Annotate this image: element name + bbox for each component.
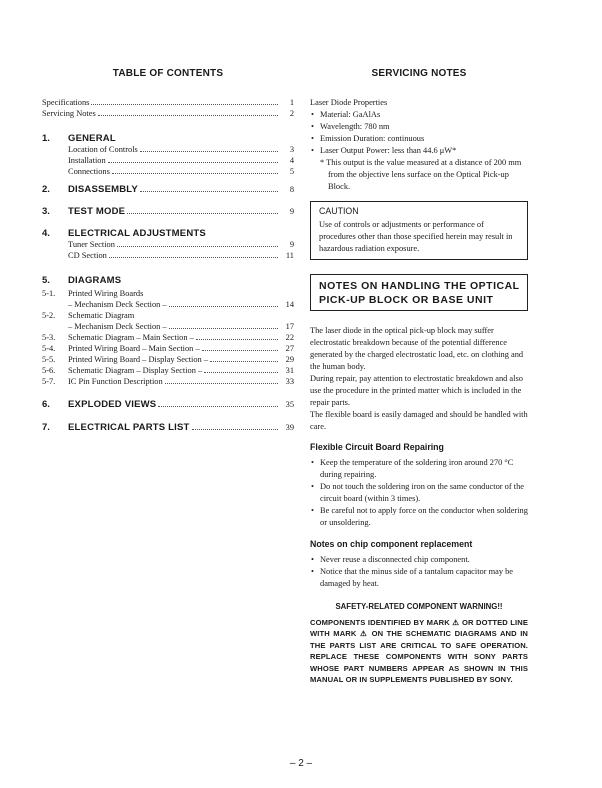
- toc-heading: TABLE OF CONTENTS: [112, 68, 224, 79]
- handling-notes-title-line1: NOTES ON HANDLING THE OPTICAL: [319, 280, 520, 292]
- list-item: • Laser Output Power: less than 44.6 μW*: [310, 145, 528, 157]
- toc-entry[interactable]: Servicing Notes 2: [42, 109, 294, 118]
- servicing-heading: SERVICING NOTES: [371, 68, 467, 79]
- list-item: • Material: GaAlAs: [310, 109, 528, 121]
- toc-entry[interactable]: Location of Controls 3: [68, 145, 294, 154]
- toc-section-electrical: 4. ELECTRICAL ADJUSTMENTS: [42, 228, 206, 239]
- safety-warning-text: COMPONENTS IDENTIFIED BY MARK ⚠ OR DOTTED LINE WITH MARK ⚠ ON THE SCHEMATIC DIAGRAMS AND IN THE PARTS LIST ARE CRITICAL TO SAFE OPERATION. REPLACE THESE COMPONENTS WITH SONY PARTS WHOSE PART NUMBERS APPEAR AS SHOWN IN THIS MANUAL OR IN SUPPLEMENTS PUBLISHED BY SONY.: [310, 618, 528, 685]
- chip-notes-title: Notes on chip component replacement: [310, 539, 473, 549]
- flex-board-list: [310, 457, 528, 529]
- toc-section-parts-list[interactable]: 7. ELECTRICAL PARTS LIST 39: [42, 422, 294, 433]
- laser-properties-list: [310, 109, 528, 157]
- laser-properties-title: Laser Diode Properties: [310, 98, 388, 107]
- handling-paragraph: The laser diode in the optical pick-up block may suffer electrostatic breakdown because of the potential difference generated by the charged electrostatic load, etc. on clothing and the human body.: [310, 326, 524, 371]
- toc-entry[interactable]: 5-7. IC Pin Function Description 33: [42, 377, 294, 386]
- toc-top-list: [42, 97, 294, 119]
- toc-entry[interactable]: Specifications 1: [42, 98, 294, 107]
- handling-notes-title-line2: PICK-UP BLOCK OR BASE UNIT: [319, 294, 494, 306]
- handling-paragraph: During repair, pay attention to electrostatic breakdown and also use the procedure in the printed matter which is included in the repair parts.: [310, 374, 523, 407]
- caution-title: CAUTION: [319, 206, 359, 216]
- handling-paragraph: The flexible board is easily damaged and should be handled with care.: [310, 410, 528, 431]
- toc-entry[interactable]: 5-5. Printed Wiring Board – Display Section – 29: [42, 355, 294, 364]
- list-item: • Do not touch the soldering iron on the same conductor of the circuit board (within 3 times).: [310, 481, 528, 505]
- caution-text: Use of controls or adjustments or performance of procedures other than those specified herein may result in hazardous radiation exposure.: [319, 220, 513, 253]
- toc-entry[interactable]: 5-4. Printed Wiring Board – Main Section – 27: [42, 344, 294, 353]
- list-item: • Notice that the minus side of a tantalum capacitor may be damaged by heat.: [310, 566, 528, 590]
- toc-entry[interactable]: 5-1. Printed Wiring Boards – Mechanism Deck Section – 14: [42, 289, 294, 309]
- toc-entry[interactable]: Installation 4: [68, 156, 294, 165]
- toc-section-test-mode[interactable]: 3. TEST MODE 9: [42, 206, 294, 217]
- servicing-notes: [310, 68, 528, 685]
- flex-board-title: Flexible Circuit Board Repairing: [310, 442, 444, 452]
- toc-section-diagrams: 5. DIAGRAMS: [42, 275, 122, 286]
- toc-entry[interactable]: Connections 5: [68, 167, 294, 176]
- handling-notes-box: [310, 274, 528, 311]
- toc-entry[interactable]: 5-6. Schematic Diagram – Display Section – 31: [42, 366, 294, 375]
- toc-entry[interactable]: CD Section 11: [68, 251, 294, 260]
- list-item: • Never reuse a disconnected chip component.: [310, 554, 528, 566]
- toc-entry[interactable]: 5-3. Schematic Diagram – Main Section – 22: [42, 333, 294, 342]
- table-of-contents: [42, 68, 294, 433]
- toc-entry[interactable]: 5-2. Schematic Diagram – Mechanism Deck Section – 17: [42, 311, 294, 331]
- toc-section-general: 1. GENERAL: [42, 133, 116, 144]
- toc-section-disassembly[interactable]: 2. DISASSEMBLY 8: [42, 184, 294, 195]
- toc-entry[interactable]: Tuner Section 9: [68, 240, 294, 249]
- safety-warning-title: SAFETY-RELATED COMPONENT WARNING!!: [335, 602, 503, 611]
- caution-box: [310, 201, 528, 260]
- list-item: • Be careful not to apply force on the conductor when soldering or unsoldering.: [310, 505, 528, 529]
- chip-notes-list: [310, 554, 528, 590]
- page-number: – 2 –: [289, 758, 313, 769]
- list-item: • Wavelength: 780 nm: [310, 121, 528, 133]
- laser-note: * This output is the value measured at a distance of 200 mm from the objective lens surface on the Optical Pick-up Block.: [320, 158, 522, 191]
- list-item: • Keep the temperature of the soldering iron around 270 °C during repairing.: [310, 457, 528, 481]
- list-item: • Emission Duration: continuous: [310, 133, 528, 145]
- toc-section-exploded-views[interactable]: 6. EXPLODED VIEWS 35: [42, 399, 294, 410]
